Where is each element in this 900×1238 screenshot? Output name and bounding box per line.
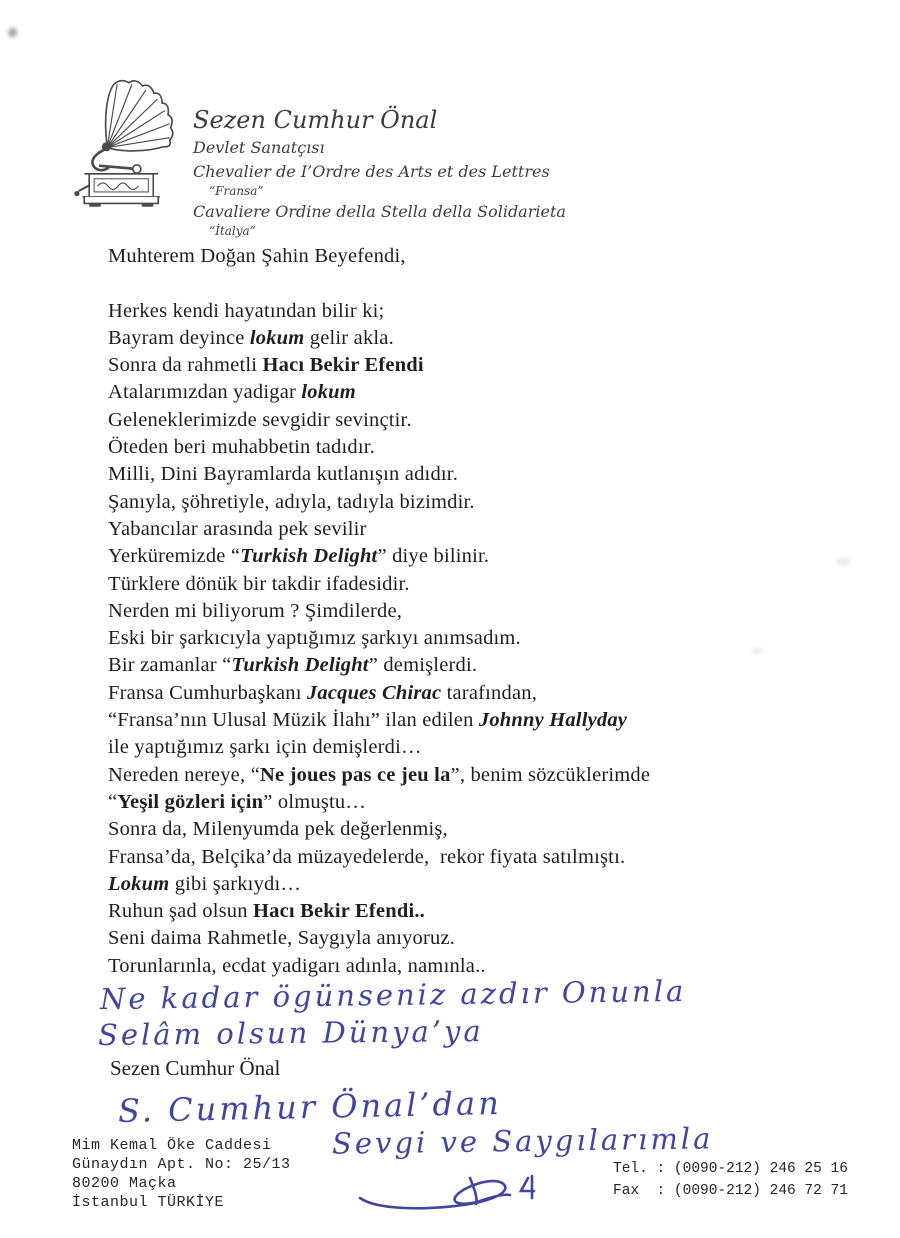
signature-scribble bbox=[352, 1158, 547, 1216]
salutation: Muhterem Doğan Şahin Beyefendi, bbox=[108, 245, 406, 267]
address-line: Günaydın Apt. No: 25/13 bbox=[72, 1156, 291, 1173]
letterhead-title-1: Devlet Sanatçısı bbox=[193, 138, 325, 157]
letter-line: Yerküremizde “Turkish Delight” diye bilinir. bbox=[108, 545, 490, 568]
letter-line: Sonra da, Milenyumda pek değerlenmiş, bbox=[108, 818, 448, 841]
letterhead-note-france: “Fransa” bbox=[209, 184, 264, 198]
blank-line bbox=[108, 270, 828, 297]
letter-line: Nereden nereye, “Ne joues pas ce jeu la”, benim sözcüklerimde bbox=[108, 763, 651, 786]
letter-line: Bir zamanlar “Turkish Delight” demişlerdi. bbox=[108, 654, 478, 677]
letterhead bbox=[193, 106, 566, 238]
gramophone-icon bbox=[45, 72, 195, 210]
letter-line: Fransa Cumhurbaşkanı Jacques Chirac tarafından, bbox=[108, 681, 538, 704]
letter-line: Ruhun şad olsun Hacı Bekir Efendi.. bbox=[108, 900, 425, 923]
address-line: 80200 Maçka bbox=[72, 1175, 177, 1192]
letter-body bbox=[108, 243, 828, 980]
scan-artifact bbox=[752, 648, 762, 654]
letter-line: Geleneklerimizde sevgidir sevinçtir. bbox=[108, 408, 412, 431]
letter-line: “Yeşil gözleri için” olmuştu… bbox=[108, 790, 367, 813]
tel-line: Tel. : (0090-212) 246 25 16 bbox=[613, 1161, 848, 1177]
scan-artifact bbox=[8, 28, 17, 37]
address-line: Mim Kemal Öke Caddesi bbox=[72, 1137, 272, 1154]
letterhead-note-italy: “İtalya” bbox=[209, 224, 256, 238]
letter-line: Nerden mi biliyorum ? Şimdilerde, bbox=[108, 599, 403, 622]
address-block bbox=[72, 1136, 291, 1212]
letterhead-title-3: Cavaliere Ordine della Stella della Solidarieta bbox=[193, 202, 566, 221]
letter-line: Atalarımızdan yadigar lokum bbox=[108, 381, 356, 404]
letter-line: ile yaptığımız şarkı için demişlerdi… bbox=[108, 736, 422, 759]
letter-line: Torunlarınla, ecdat yadigarı adınla, namınla.. bbox=[108, 954, 486, 977]
letter-line: Eski bir şarkıcıyla yaptığımız şarkıyı anımsadım. bbox=[108, 627, 521, 650]
letter-line: Yabancılar arasında pek sevilir bbox=[108, 517, 367, 540]
letter-line: Şanıyla, şöhretiyle, adıyla, tadıyla bizimdir. bbox=[108, 490, 475, 513]
letter-line: “Fransa’nın Ulusal Müzik İlahı” ilan edilen Johnny Hallyday bbox=[108, 709, 628, 732]
typed-signature-name: Sezen Cumhur Önal bbox=[110, 1056, 281, 1080]
letterhead-title-2: Chevalier de I’Ordre des Arts et des Lettres bbox=[193, 162, 550, 181]
letter-line: Lokum gibi şarkıydı… bbox=[108, 872, 302, 895]
letter-lines bbox=[108, 298, 828, 980]
address-line: İstanbul TÜRKİYE bbox=[72, 1194, 225, 1211]
letter-line: Fransa’da, Belçika’da müzayedelerde, rekor fiyata satılmıştı. bbox=[108, 845, 626, 868]
letter-line: Milli, Dini Bayramlarda kutlanışın adıdır. bbox=[108, 463, 459, 486]
letter-line: Seni daima Rahmetle, Saygıyla anıyoruz. bbox=[108, 927, 456, 950]
letter-line: Öteden beri muhabbetin tadıdır. bbox=[108, 436, 375, 459]
letter-line: Herkes kendi hayatından bilir ki; bbox=[108, 299, 385, 322]
letter-line: Türklere dönük bir takdir ifadesidir. bbox=[108, 572, 410, 595]
handwritten-from-line: S. Cumhur Önal’dan bbox=[117, 1083, 503, 1131]
handwritten-note-line2: Selâm olsun Dünya’ya bbox=[97, 1013, 484, 1053]
scan-artifact bbox=[836, 558, 850, 565]
letterhead-name: Sezen Cumhur Önal bbox=[193, 106, 438, 134]
letter-line: Sonra da rahmetli Hacı Bekir Efendi bbox=[108, 354, 424, 377]
telfax-block bbox=[613, 1158, 848, 1202]
fax-line: Fax : (0090-212) 246 72 71 bbox=[613, 1183, 848, 1199]
handwritten-note-line1: Ne kadar ögünseniz azdır Onunla bbox=[99, 973, 687, 1017]
handwritten-regards-line: Sevgi ve Saygılarımla bbox=[331, 1121, 714, 1161]
letter-line: Bayram deyince lokum gelir akla. bbox=[108, 326, 394, 349]
